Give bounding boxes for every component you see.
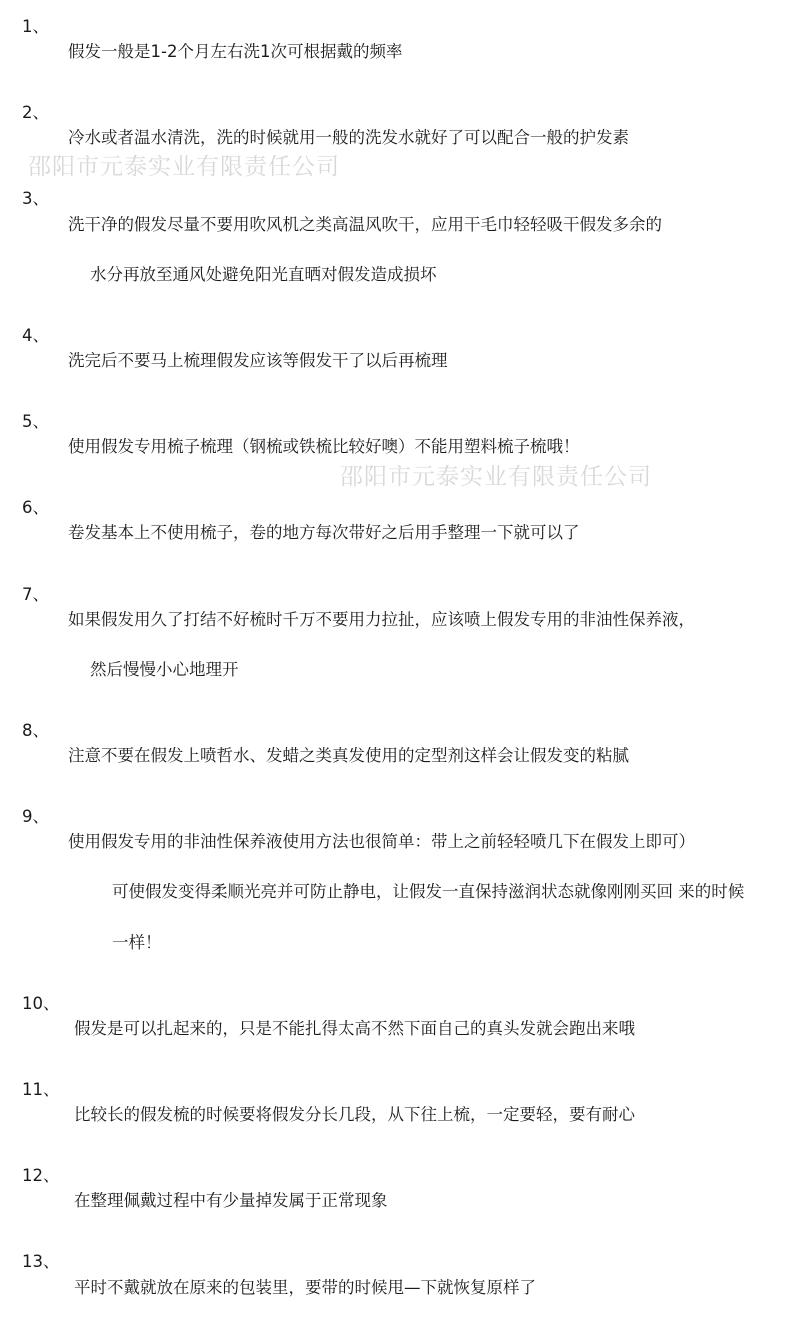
list-item-line: 卷发基本上不使用梳子，卷的地方每次带好之后用手整理一下就可以了 — [68, 523, 580, 543]
list-item — [22, 582, 768, 707]
list-item-text — [68, 323, 768, 398]
list-item-text — [68, 804, 768, 980]
list-item-line: 比较长的假发梳的时候要将假发分长几段，从下往上梳，一定要轻，要有耐心 — [74, 1105, 635, 1125]
list-item-number: 11、 — [22, 1079, 60, 1099]
list-item-line: 平时不戴就放在原来的包装里，要带的时候甩—下就恢复原样了 — [74, 1277, 536, 1297]
list-item-text — [74, 1077, 768, 1152]
list-item-text — [68, 409, 768, 484]
list-item-number: 10、 — [22, 993, 60, 1013]
list-item-number: 2、 — [22, 103, 49, 123]
watermark-top: 邵阳市元泰实业有限责任公司 — [28, 154, 340, 180]
list-item — [22, 14, 768, 89]
list-item-line: 注意不要在假发上喷哲水、发蜡之类真发使用的定型剂这样会让假发变的粘腻 — [68, 746, 629, 766]
list-item-text — [68, 718, 768, 793]
list-item-line: 假发是可以扎起来的，只是不能扎得太高不然下面自己的真头发就会跑出来哦 — [74, 1018, 635, 1038]
list-item — [22, 186, 768, 311]
list-item-line: 水分再放至通风处避免阳光直晒对假发造成损坏 — [90, 264, 437, 284]
list-item — [22, 804, 768, 980]
list-item — [22, 495, 768, 570]
list-item-line: 洗完后不要马上梳理假发应该等假发干了以后再梳理 — [68, 350, 448, 370]
list-item-line: 冷水或者温水清洗，洗的时候就用一般的洗发水就好了可以配合一般的护发素 — [68, 128, 629, 148]
list-item-line: 可使假发变得柔顺光亮并可防止静电，让假发一直保持滋润状态就像刚刚买回 来的时候 — [112, 882, 745, 902]
list-item-text — [68, 100, 768, 175]
list-item-text — [74, 1163, 768, 1238]
list-item-line: 使用假发专用梳子梳理（钢梳或铁梳比较好噢）不能用塑料梳子梳哦！ — [68, 437, 580, 457]
list-item-line: 一样！ — [112, 932, 162, 952]
list-item-number: 5、 — [22, 412, 49, 432]
list-item — [22, 1077, 768, 1152]
list-item-text — [68, 582, 768, 707]
list-item-line: 洗干净的假发尽量不要用吹风机之类高温风吹干，应用干毛巾轻轻吸干假发多余的 — [68, 214, 662, 234]
list-item-text — [68, 14, 768, 89]
list-item-number: 8、 — [22, 720, 49, 740]
list-item-number: 13、 — [22, 1252, 60, 1272]
list-item-text — [68, 186, 768, 311]
list-item — [22, 1163, 768, 1238]
list-item — [22, 718, 768, 793]
list-item-number: 6、 — [22, 498, 49, 518]
list-item-number: 4、 — [22, 325, 49, 345]
watermark-bottom: 邵阳市元泰实业有限责任公司 — [340, 464, 652, 490]
list-item-number: 1、 — [22, 17, 49, 36]
list-item-number: 12、 — [22, 1166, 60, 1186]
list-item — [22, 323, 768, 398]
list-item-text — [74, 991, 768, 1066]
list-item — [22, 1249, 768, 1324]
list-item — [22, 991, 768, 1066]
list-item-line: 在整理佩戴过程中有少量掉发属于正常现象 — [74, 1191, 388, 1211]
list-item — [22, 409, 768, 484]
list-item-line: 使用假发专用的非油性保养液使用方法也很简单：带上之前轻轻喷几下在假发上即可） — [68, 832, 695, 852]
list-item-text — [74, 1249, 768, 1324]
list-item-line: 然后慢慢小心地理开 — [90, 659, 239, 679]
list-item-line: 假发一般是1-2个月左右洗1次可根据戴的频率 — [68, 42, 403, 62]
list-item-number: 3、 — [22, 189, 49, 209]
list-item — [22, 100, 768, 175]
list-item-line: 如果假发用久了打结不好梳时千万不要用力拉扯，应该喷上假发专用的非油性保养液， — [68, 609, 695, 629]
list-item-text — [68, 495, 768, 570]
list-item-number: 9、 — [22, 807, 49, 827]
list-item-number: 7、 — [22, 584, 49, 604]
